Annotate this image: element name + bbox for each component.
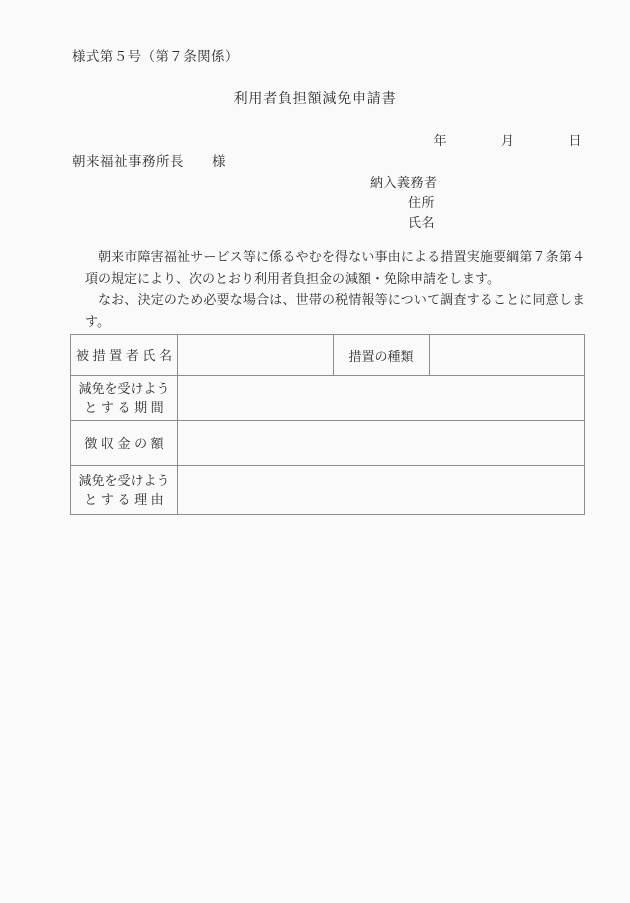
table-row (71, 376, 585, 421)
label-reduction-period-line1: 減免を受けよう (78, 381, 170, 396)
application-table (70, 334, 585, 515)
form-number: 様式第５号（第７条関係） (72, 49, 239, 64)
label-measure-type (333, 335, 429, 376)
label-reduction-reason-line1: 減免を受けよう (78, 473, 170, 488)
label-reduction-reason (71, 466, 178, 515)
label-reduction-period-line2: とする期間 (84, 400, 168, 415)
label-reduction-reason-line2: とする理由 (84, 492, 168, 507)
applicant-heading: 納入義務者 (370, 175, 438, 190)
body-paragraph-1: 朝来市障害福祉サービス等に係るやむを得ない事由による措置実施要綱第７条第４項の規定により、次のとおり利用者負担金の減額・免除申請をします。 (85, 249, 585, 286)
label-recipient-name-text: 被措置者氏名 (75, 347, 176, 363)
table-row (71, 466, 585, 515)
table-row (71, 421, 585, 466)
field-measure-type[interactable] (429, 335, 585, 376)
label-collection-amount-text: 徴収金の額 (84, 435, 168, 451)
page-title: 利用者負担額減免申請書 (233, 92, 397, 107)
addressee-line: 朝来福祉事務所長 様 (72, 154, 226, 169)
label-measure-type-text: 措置の種類 (348, 348, 414, 364)
field-reduction-reason[interactable] (178, 466, 585, 515)
table-row (71, 335, 585, 376)
applicant-block (370, 173, 438, 233)
body-text (85, 246, 585, 332)
label-collection-amount (71, 421, 178, 466)
applicant-name-label: 氏名 (408, 215, 436, 230)
field-collection-amount[interactable] (178, 421, 585, 466)
field-reduction-period[interactable] (178, 376, 585, 421)
body-paragraph-2: なお、決定のため必要な場合は、世帯の税情報等について調査することに同意します。 (85, 292, 585, 329)
date-line: 年 月 日 (433, 133, 582, 148)
field-recipient-name[interactable] (178, 335, 334, 376)
label-reduction-period (71, 376, 178, 421)
applicant-address-label: 住所 (408, 195, 436, 210)
label-recipient-name (71, 335, 178, 376)
